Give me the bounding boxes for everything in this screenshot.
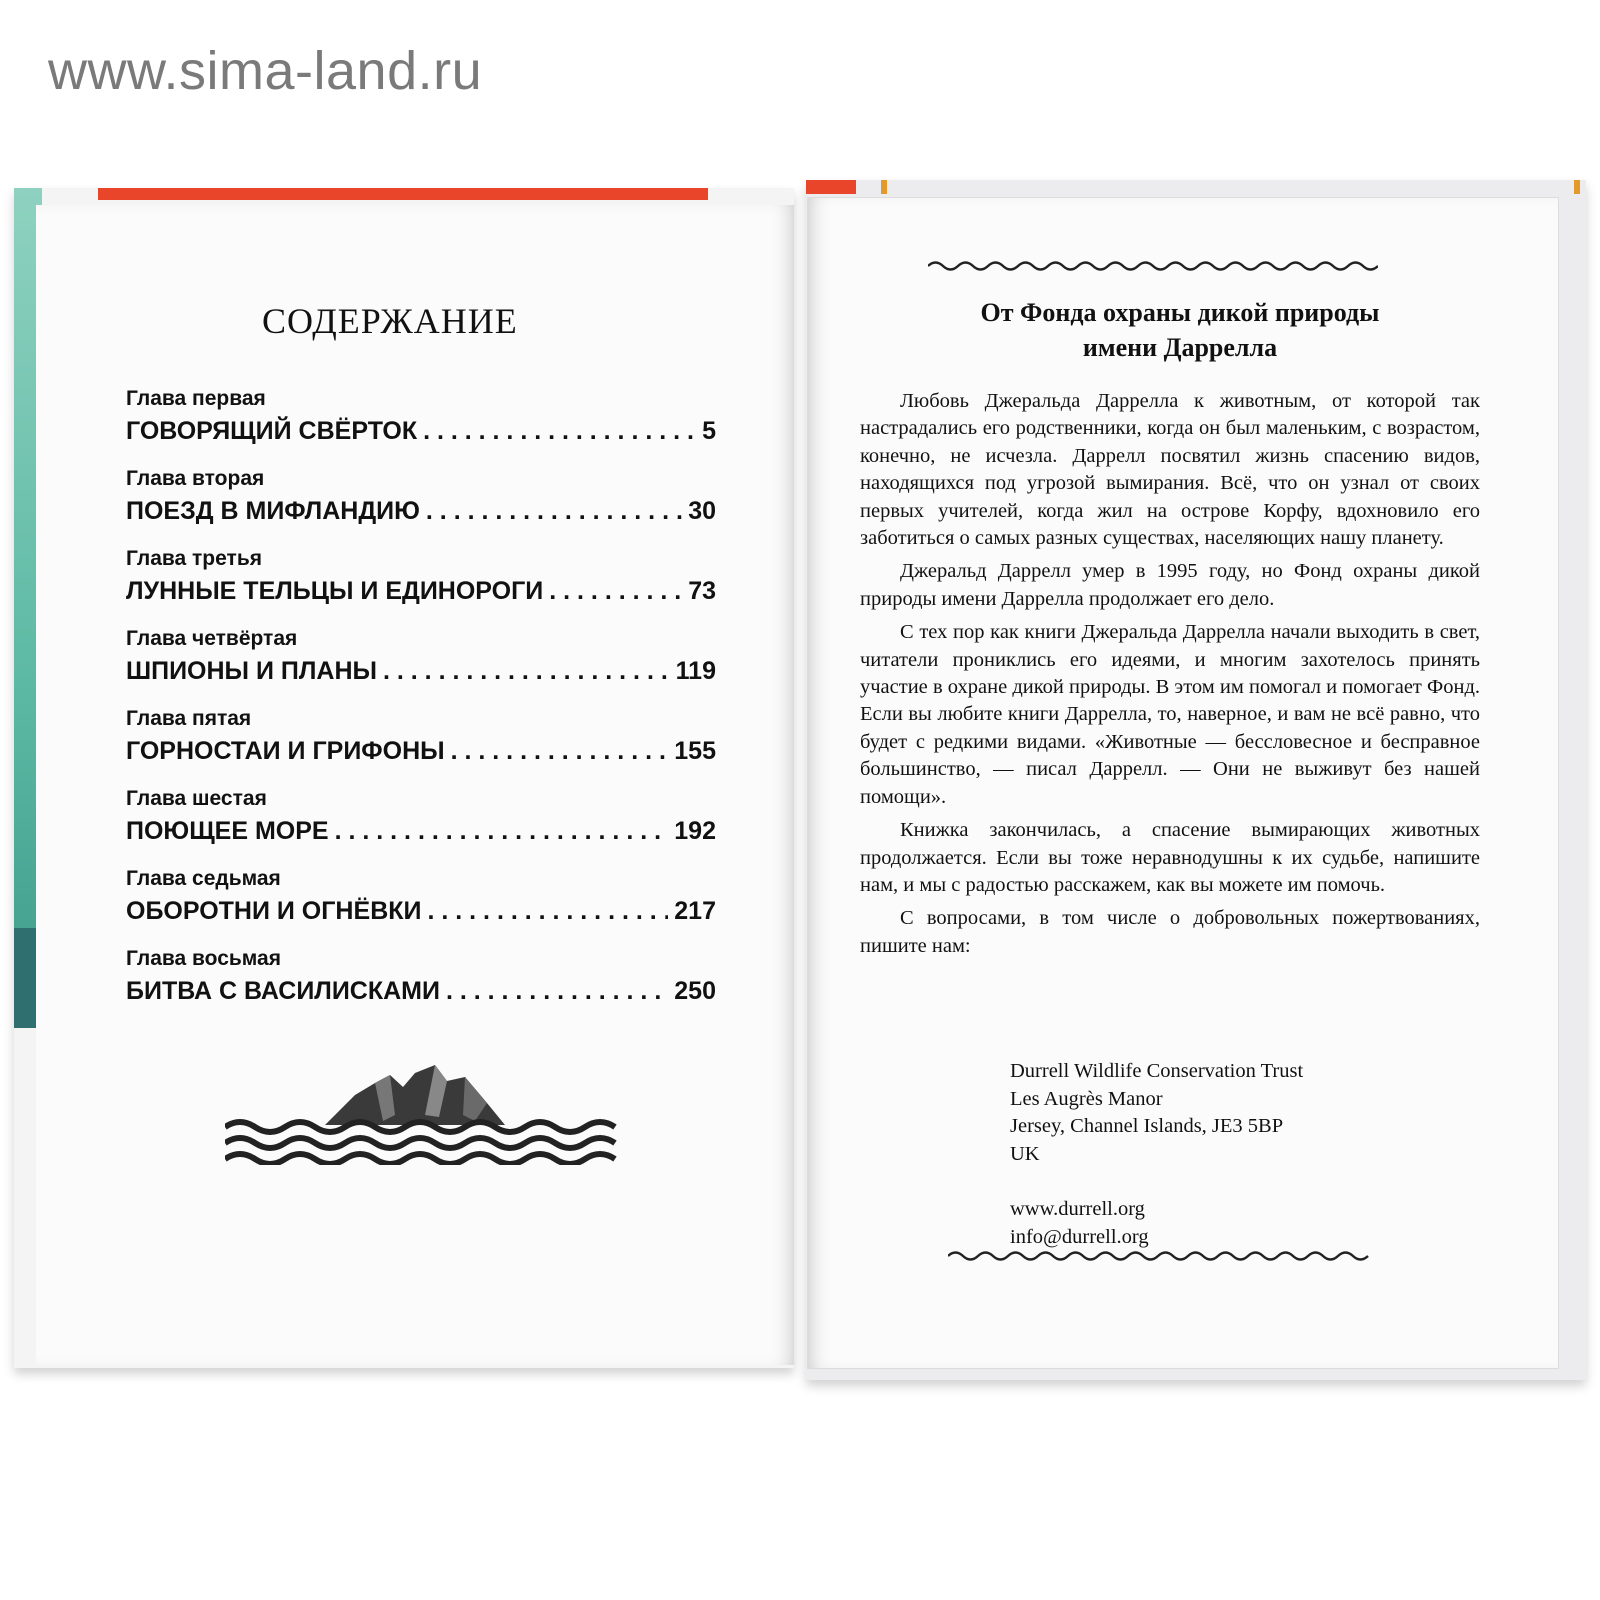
contacts — [1010, 1196, 1149, 1251]
chapter-name: ШПИОНЫ И ПЛАНЫ — [126, 657, 377, 685]
chapter-page: 192 — [674, 817, 716, 845]
chapter-label: Глава восьмая — [126, 947, 281, 970]
chapter-name: ГОРНОСТАИ И ГРИФОНЫ — [126, 737, 445, 765]
chapter-page: 119 — [675, 657, 716, 685]
foundation-title-line: имени Даррелла — [1082, 333, 1278, 362]
toc-entry — [126, 865, 716, 945]
toc-entry — [126, 705, 716, 785]
foundation-title-line: От Фонда охраны дикой природы — [980, 298, 1380, 327]
mountain-waves-illustration — [225, 1055, 625, 1165]
paragraph: Книжка закончилась, а спасение вымирающих животных продолжается. Если вы тоже неравнодушны к их судьбе, напишите нам, и мы с радостью расскажем, как вы можете им помочь. — [860, 819, 1480, 896]
toc-entry — [126, 465, 716, 545]
leader-dots — [423, 413, 696, 449]
leader-dots — [383, 653, 670, 689]
chapter-row — [126, 653, 716, 689]
chapter-page: 30 — [688, 497, 716, 525]
leader-dots — [549, 573, 682, 609]
contents-title: СОДЕРЖАНИЕ — [262, 301, 518, 341]
toc-entry — [126, 785, 716, 865]
foundation-body — [860, 388, 1480, 966]
chapter-row — [126, 893, 716, 929]
contents-list — [126, 385, 716, 1025]
toc-entry — [126, 625, 716, 705]
toc-entry — [126, 945, 716, 1025]
chapter-name: ПОЮЩЕЕ МОРЕ — [126, 817, 329, 845]
watermark: www.sima-land.ru — [48, 41, 483, 101]
cover-red-strip — [806, 180, 856, 194]
chapter-row — [126, 413, 716, 449]
paragraph: С тех пор как книги Джеральда Даррелла начали выходить в свет, читатели прониклись его идеями, и многим захотелось принять участие в охране дикой природы. В этом им помогал и помогает Фонд. Если вы любите книги Даррелла, то, наверное, и вам не всё равно, что будет с редкими видами. «Животные — бессловесное и бесправное большинство, — писал Даррелл. — Они не выживут без нашей помощи». — [860, 621, 1480, 808]
chapter-page: 73 — [688, 577, 716, 605]
chapter-label: Глава пятая — [126, 707, 252, 730]
chapter-name: ОБОРОТНИ И ОГНЁВКИ — [126, 897, 422, 925]
chapter-row — [126, 573, 716, 609]
address-line: Les Augrès Manor — [1010, 1087, 1163, 1110]
cover-orange-mark — [881, 180, 887, 194]
chapter-label: Глава вторая — [126, 467, 265, 490]
chapter-label: Глава седьмая — [126, 867, 281, 890]
chapter-row — [126, 493, 716, 529]
chapter-name: ПОЕЗД В МИФЛАНДИЮ — [126, 497, 420, 525]
email-text: info@durrell.org — [1010, 1225, 1149, 1248]
chapter-name: ЛУННЫЕ ТЕЛЬЦЫ И ЕДИНОРОГИ — [126, 577, 544, 605]
chapter-label: Глава третья — [126, 547, 262, 570]
chapter-page: 5 — [702, 417, 716, 445]
wave-divider-top — [928, 258, 1378, 274]
chapter-name: БИТВА С ВАСИЛИСКАМИ — [126, 977, 440, 1005]
toc-entry — [126, 385, 716, 465]
wave-divider-bottom — [948, 1248, 1378, 1264]
website-text: www.durrell.org — [1010, 1198, 1145, 1220]
chapter-label: Глава четвёртая — [126, 627, 298, 650]
address-line: Jersey, Channel Islands, JE3 5BP — [1010, 1115, 1284, 1138]
chapter-label: Глава первая — [126, 387, 266, 410]
foundation-title — [860, 295, 1500, 365]
address-line: UK — [1010, 1142, 1040, 1165]
leader-dots — [451, 733, 669, 769]
chapter-row — [126, 973, 716, 1009]
postal-address — [1010, 1058, 1303, 1168]
chapter-row — [126, 813, 716, 849]
cover-red-strip — [98, 188, 708, 200]
leader-dots — [335, 813, 669, 849]
cover-orange-mark — [1574, 180, 1580, 194]
chapter-row — [126, 733, 716, 769]
chapter-label: Глава шестая — [126, 787, 267, 810]
leader-dots — [427, 893, 668, 929]
paragraph: Любовь Джеральда Даррелла к животным, от которой так настрадались его родственники, когда он был маленьким, с возрастом, конечно, не исчезла. Даррелл посвятил жизнь спасению видов, находящихся под угрозой вымирания. Всё, что он узнал от своих первых учителей, когда жил на острове Корфу, вдохновило его заботиться о самых разных существах, населяющих нашу планету. — [860, 390, 1480, 550]
address-line: Durrell Wildlife Conservation Trust — [1010, 1060, 1304, 1082]
leader-dots — [426, 493, 682, 529]
chapter-name: ГОВОРЯЩИЙ СВЁРТОК — [126, 417, 418, 445]
paragraph: С вопросами, в том числе о добровольных пожертвованиях, пишите нам: — [860, 907, 1480, 957]
paragraph: Джеральд Даррелл умер в 1995 году, но Фонд охраны дикой природы имени Даррелла продолжает его дело. — [860, 560, 1480, 610]
chapter-page: 155 — [674, 737, 716, 765]
toc-entry — [126, 545, 716, 625]
leader-dots — [446, 973, 668, 1009]
chapter-page: 250 — [674, 977, 716, 1005]
chapter-page: 217 — [674, 897, 716, 925]
